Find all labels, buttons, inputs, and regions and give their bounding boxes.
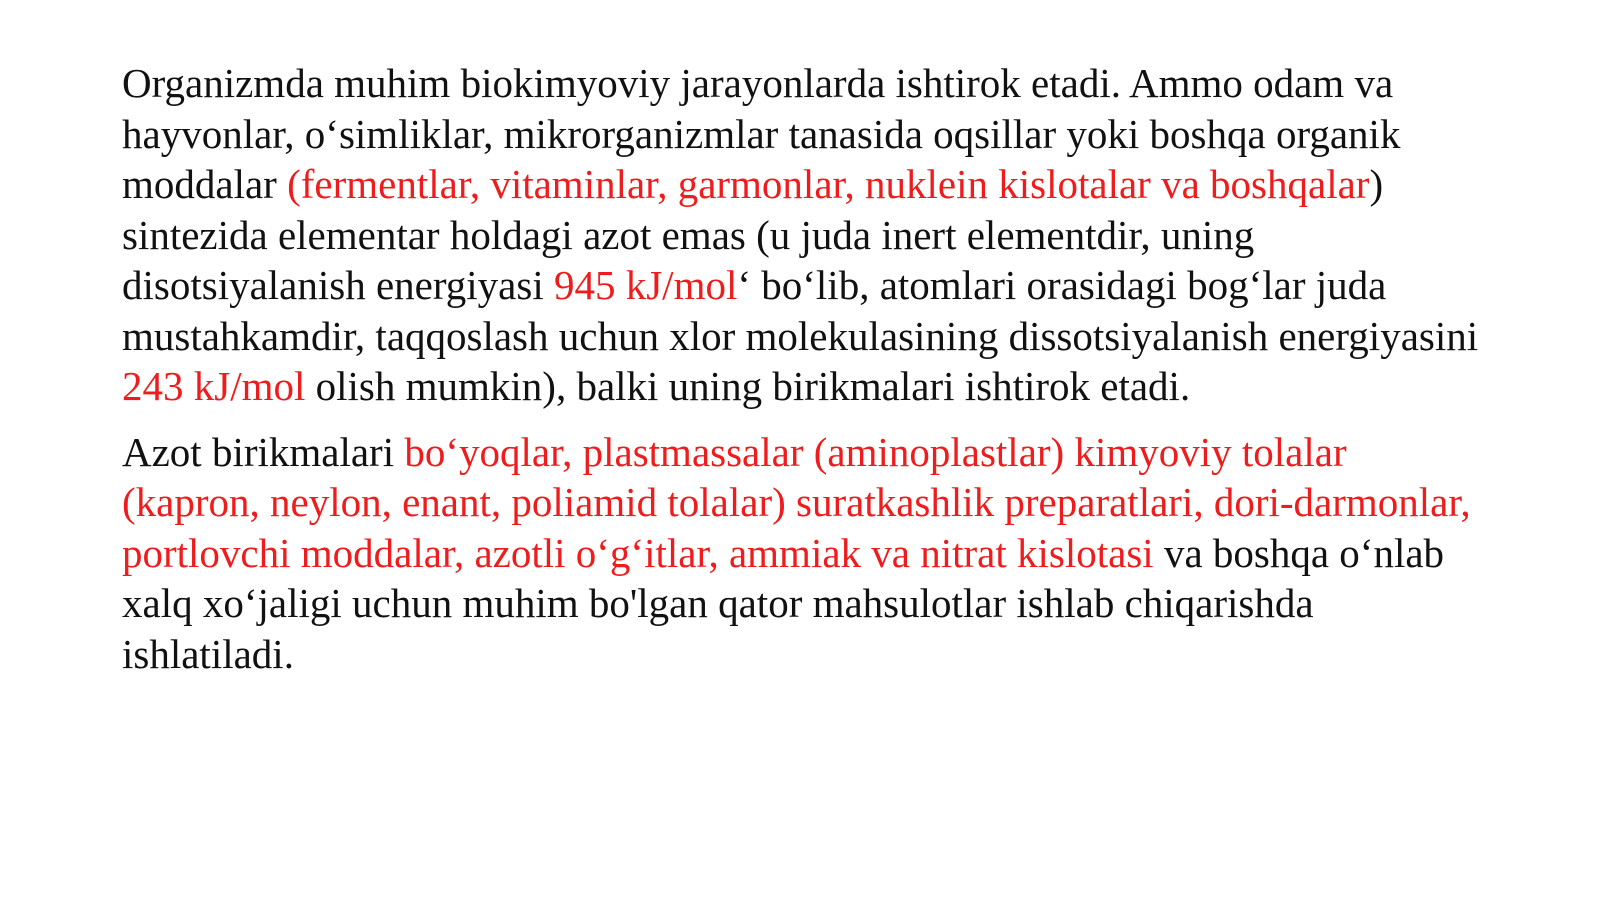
paragraph-2 bbox=[122, 427, 1492, 680]
highlighted-text-segment: (fermentlar, vitaminlar, garmonlar, nuklein kislotalar va boshqalar bbox=[287, 161, 1370, 207]
slide-body-text bbox=[122, 58, 1492, 679]
text-segment: ‘ bo‘lib, atomlari orasidagi bog‘lar juda mustahkamdir, taqqoslash uchun xlor molekulasining dissotsiyalanish energiyasini bbox=[122, 262, 1479, 359]
text-segment: va boshqa o‘nlab xalq xo‘jaligi uchun muhim bo'lgan qator mahsulotlar ishlab chiqarishda ishlatiladi. bbox=[122, 529, 1445, 677]
paragraph-1 bbox=[122, 58, 1492, 412]
text-segment: Azot birikmalari bbox=[122, 428, 405, 475]
text-segment: olish mumkin), balki uning birikmalari ishtirok etadi. bbox=[305, 363, 1191, 409]
text-segment: ) sintezida elementar holdagi azot emas (u juda inert elementdir, uning disotsiyalanish energiyasi bbox=[122, 161, 1384, 308]
text-segment: Organizmda muhim biokimyoviy jarayonlarda ishtirok etadi. Ammo odam va hayvonlar, o‘simliklar, mikrorganizmlar tanasida oqsillar yoki boshqa organik moddalar bbox=[122, 60, 1401, 207]
highlighted-value-243: 243 kJ/mol bbox=[122, 363, 306, 409]
highlighted-text-segment: bo‘yoqlar, plastmassalar (aminoplastlar) kimyoviy tolalar (kapron, neylon, enant, poliamid tolalar) suratkashlik preparatlari, dori-darmonlar, portlovchi moddalar, azotli o‘g‘itlar, ammiak va nitrat kislotasi bbox=[122, 428, 1471, 576]
highlighted-value-945: 945 kJ/mol bbox=[553, 262, 738, 308]
